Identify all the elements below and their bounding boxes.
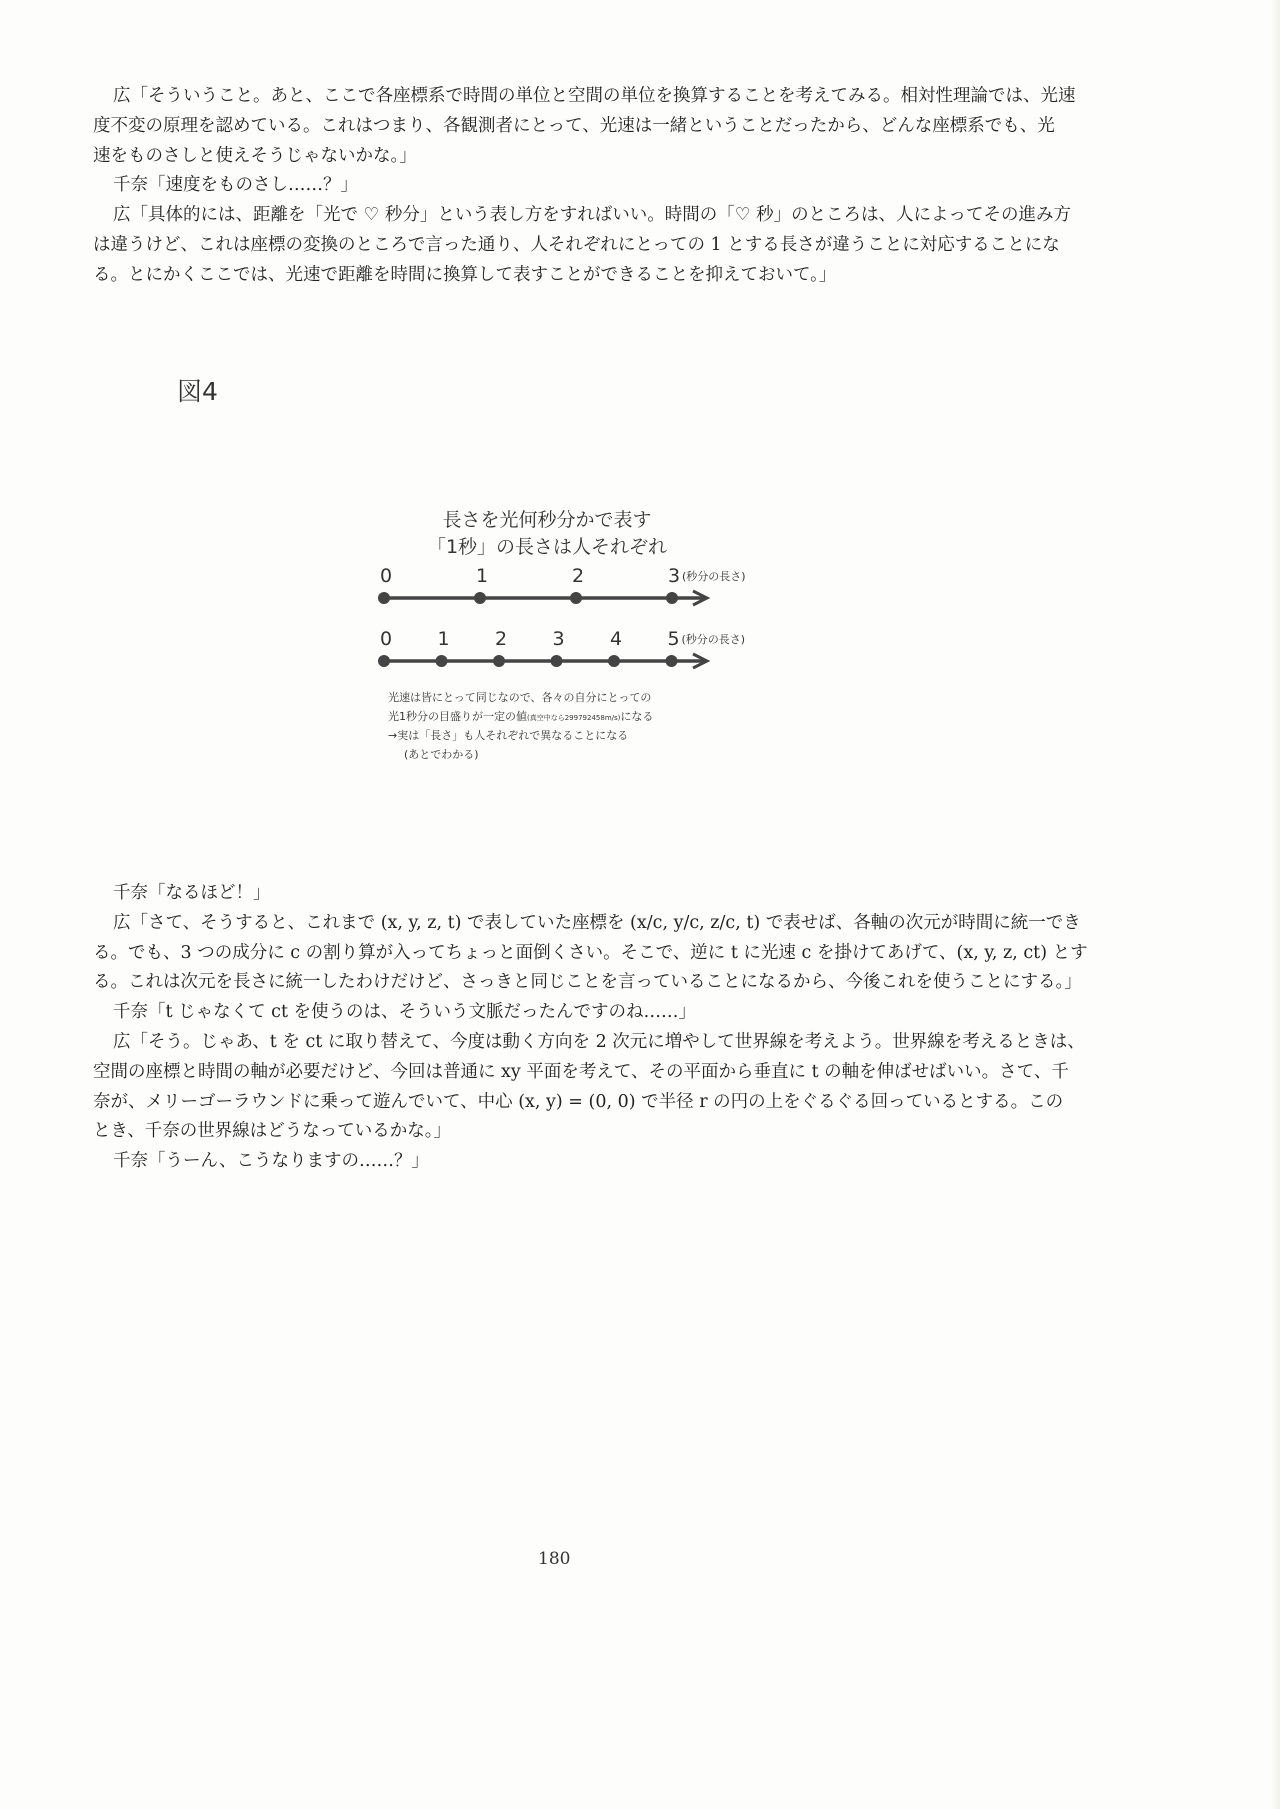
note-line-3: →実は「長さ」も人それぞれで異なることになる [388, 729, 629, 742]
tick-label: 5 [667, 628, 680, 650]
tick-label: 1 [476, 565, 489, 587]
text-line: 空間の座標と時間の軸が必要だけど、今回は普通に xy 平面を考えて、その平面から垂直に t の軸を伸ばせばいい。さて、千 [93, 1061, 1069, 1082]
text-line: とき、千奈の世界線はどうなっているかな。」 [93, 1121, 452, 1142]
text-block-top [93, 82, 1076, 291]
note-vacuum-value: (真空中なら299792458m/s) [527, 714, 621, 722]
figure-caption: 図4 [177, 377, 218, 406]
text-line: 千奈「うーん、こうなりますの……？」 [113, 1151, 430, 1172]
figure-title-1: 長さを光何秒分かで表す [442, 509, 652, 531]
tick-label: 0 [380, 565, 393, 587]
tick-label: 3 [552, 628, 565, 650]
text-line: 千奈「速度をものさし……？」 [113, 175, 358, 196]
text-line: 千奈「なるほど！」 [113, 883, 271, 903]
tick-dot [493, 655, 505, 667]
tick-dot [666, 592, 678, 604]
note-line-4: (あとでわかる) [404, 748, 479, 761]
tick-label: 1 [437, 628, 450, 650]
tick-dot [436, 655, 448, 667]
tick-dot [378, 655, 390, 667]
text-block-bottom [93, 879, 1088, 1177]
tick-dot [570, 592, 582, 604]
number-line-1 [378, 565, 746, 605]
text-line: 広「そう。じゃあ、t を ct に取り替えて、今度は動く方向を 2 次元に増やして世界線を考えよう。世界線を考えるときは、 [113, 1031, 1085, 1052]
note-line-2 [388, 709, 653, 723]
text-line: 広「さて、そうすると、これまで (x, y, z, t) で表していた座標を (x/c, y/c, z/c, t) で表せば、各軸の次元が時間に統一でき [113, 912, 1081, 933]
scan-edge-shadow [1272, 0, 1280, 1809]
tick-dot [474, 592, 486, 604]
figure-4-diagram [360, 490, 780, 780]
text-line: る。でも、3 つの成分に c の割り算が入ってちょっと面倒くさい。そこで、逆に t に光速 c を掛けてあげて、(x, y, z, ct) とす [93, 942, 1088, 963]
tick-label: 0 [380, 628, 393, 650]
text-line: 度不変の原理を認めている。これはつまり、各観測者にとって、光速は一緒ということだったから、どんな座標系でも、光 [93, 115, 1055, 136]
number-line-2 [378, 628, 745, 668]
note-line-2-text: 光1秒分の目盛りが一定の値 [388, 710, 527, 723]
text-line: は違うけど、これは座標の変換のところで言った通り、人それぞれにとっての 1 とする長さが違うことに対応することにな [93, 234, 1060, 255]
tick-label: 4 [610, 628, 623, 650]
tick-dot [666, 655, 678, 667]
text-line: 千奈「t じゃなくて ct を使うのは、そういう文脈だったんですのね……」 [113, 1002, 697, 1023]
note-line-1: 光速は皆にとって同じなので、各々の自分にとっての [388, 691, 652, 704]
tick-label: 2 [495, 628, 508, 650]
unit-label: (秒分の長さ) [682, 570, 746, 583]
text-line: 広「そういうこと。あと、ここで各座標系で時間の単位と空間の単位を換算することを考えてみる。相対性理論では、光速 [113, 86, 1076, 106]
page-number: 180 [538, 1549, 571, 1569]
tick-label: 2 [572, 565, 585, 587]
tick-dot [608, 655, 620, 667]
figure-title-2: 「1秒」の長さは人それぞれ [426, 536, 668, 558]
text-line: 奈が、メリーゴーラウンドに乗って遊んでいて、中心 (x, y) = (0, 0) で半径 r の円の上をぐるぐる回っているとする。この [93, 1091, 1064, 1112]
note-line-2-end: になる [620, 710, 654, 723]
tick-dot [551, 655, 563, 667]
text-line: 広「具体的には、距離を「光で ♡ 秒分」という表し方をすればいい。時間の「♡ 秒」のところは、人によってその進み方 [113, 205, 1072, 226]
tick-dot [378, 592, 390, 604]
text-line: 速をものさしと使えそうじゃないかな。」 [93, 145, 417, 166]
text-line: る。これは次元を長さに統一したわけだけど、さっきと同じことを言っていることになるから、今後これを使うことにする。」 [93, 972, 1082, 993]
tick-label: 3 [668, 565, 681, 587]
unit-label: (秒分の長さ) [681, 633, 746, 646]
text-line: る。とにかくここでは、光速で距離を時間に換算して表すことができることを抑えておいて。」 [93, 264, 837, 285]
